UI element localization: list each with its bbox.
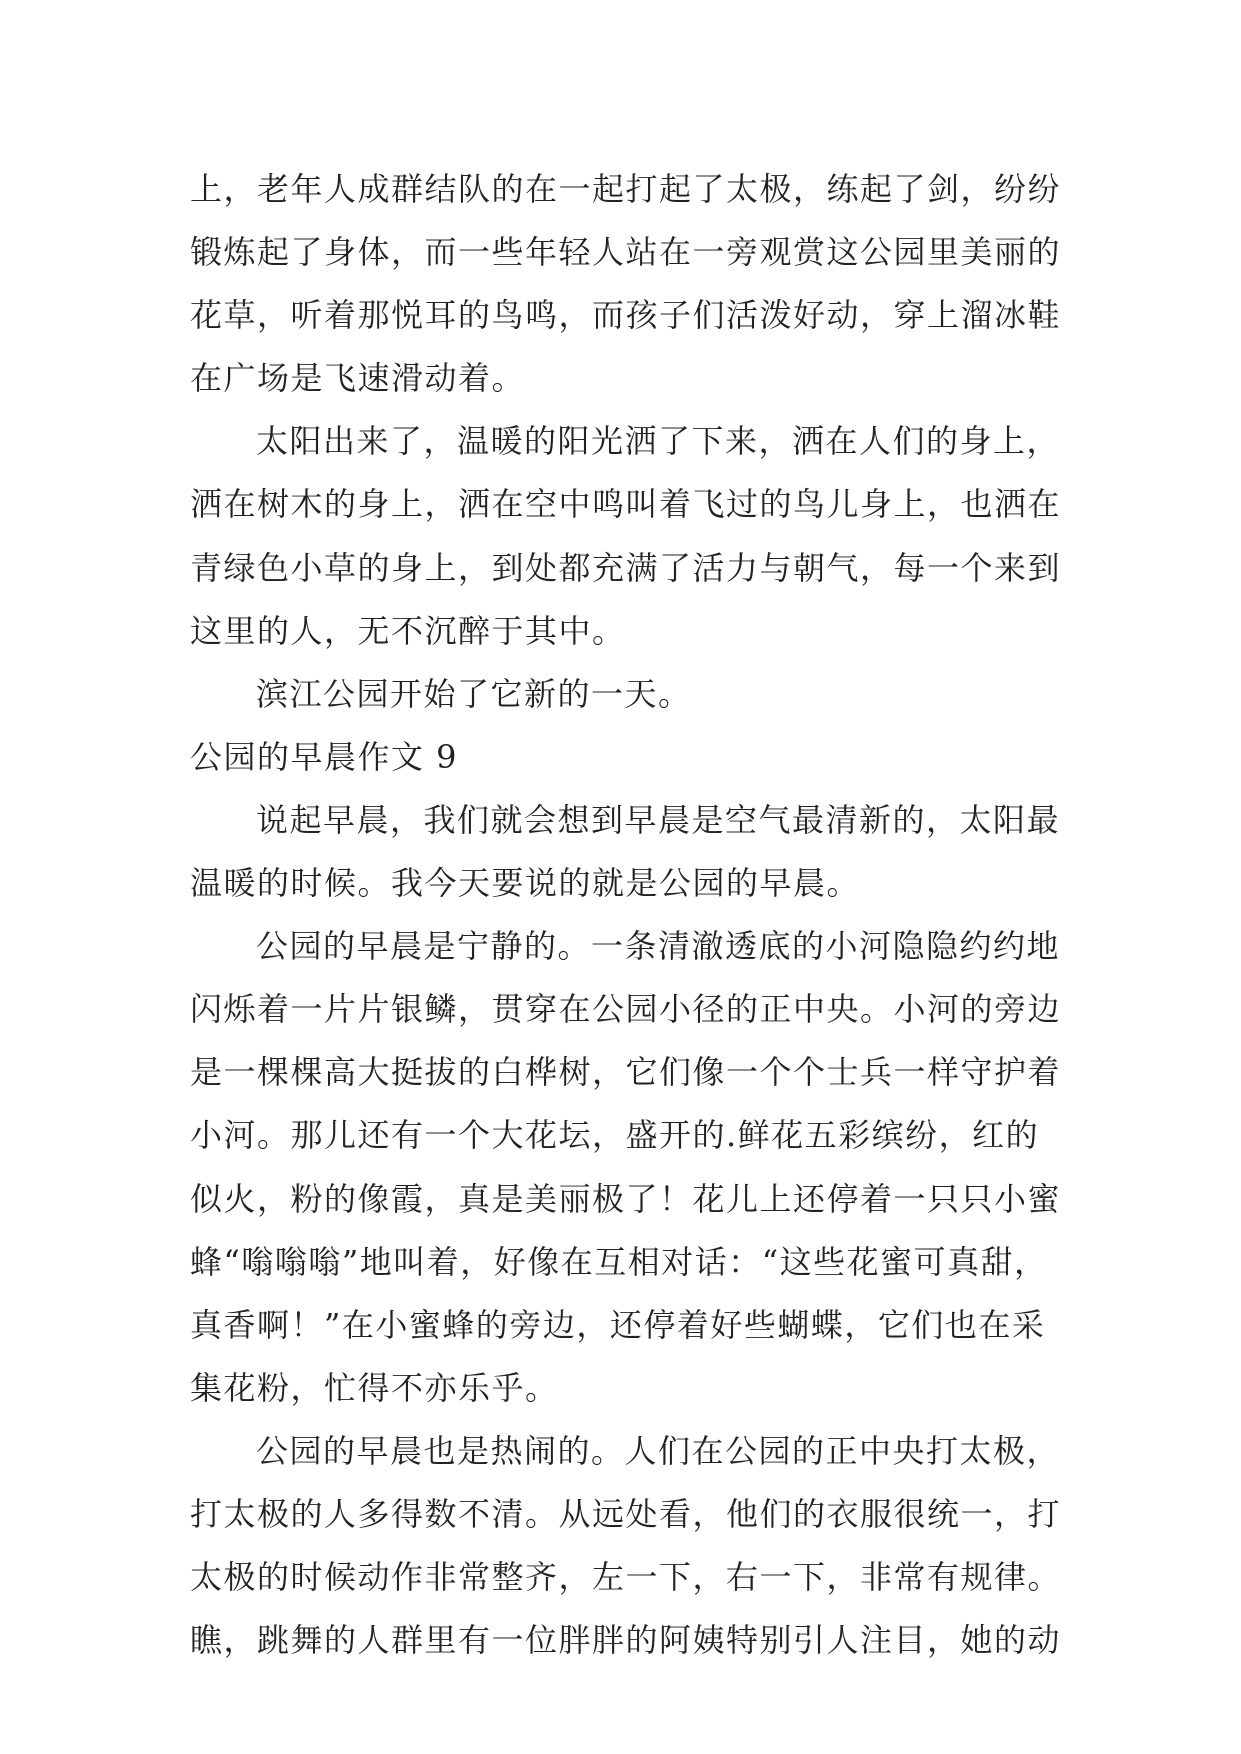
text-line: 在广场是飞速滑动着。: [190, 359, 526, 398]
text-line: 公园的早晨是宁静的。一条清澈透底的小河隐隐约约地: [256, 927, 1061, 966]
text-line: 蜂“嗡嗡嗡”地叫着，好像在互相对话：“这些花蜜可真甜，: [190, 1242, 1048, 1281]
text-line: 似火，粉的像霞，真是美丽极了！花儿上还停着一只只小蜜: [190, 1179, 1062, 1218]
text-line: 太阳出来了，温暖的阳光洒了下来，洒在人们的身上，: [256, 422, 1061, 461]
text-line: 真香啊！”在小蜜蜂的旁边，还停着好些蝴蝶，它们也在采: [190, 1305, 1046, 1344]
text-line: 公园的早晨也是热闹的。人们在公园的正中央打太极，: [256, 1431, 1061, 1470]
text-line: 闪烁着一片片银鳞，贯穿在公园小径的正中央。小河的旁边: [190, 990, 1062, 1029]
text-line: 上，老年人成群结队的在一起打起了太极，练起了剑，纷纷: [190, 170, 1062, 208]
text-line: 小河。那儿还有一个大花坛，盛开的.鲜花五彩缤纷，红的: [190, 1116, 1040, 1155]
text-line: 锻炼起了身体，而一些年轻人站在一旁观赏这公园里美丽的: [190, 233, 1062, 272]
text-line: 太极的时候动作非常整齐，左一下，右一下，非常有规律。: [190, 1558, 1062, 1597]
text-line: 集花粉，忙得不亦乐乎。: [190, 1368, 559, 1407]
section-heading: 公园的早晨作文 9: [190, 737, 459, 776]
text-line: 青绿色小草的身上，到处都充满了活力与朝气，每一个来到: [190, 548, 1062, 587]
text-line: 说起早晨，我们就会想到早晨是空气最清新的，太阳最: [256, 800, 1061, 839]
text-line: 是一棵棵高大挺拔的白桦树，它们像一个个士兵一样守护着: [190, 1053, 1062, 1092]
text-line: 洒在树木的身上，洒在空中鸣叫着飞过的鸟儿身上，也洒在: [190, 485, 1062, 524]
text-line: 打太极的人多得数不清。从远处看，他们的衣服很统一，打: [190, 1494, 1062, 1533]
text-line: 瞧，跳舞的人群里有一位胖胖的阿姨特别引人注目，她的动: [190, 1621, 1062, 1660]
text-line: 滨江公园开始了它新的一天。: [256, 674, 692, 713]
body-text: [190, 158, 1070, 1672]
text-line: 花草，听着那悦耳的鸟鸣，而孩子们活泼好动，穿上溜冰鞋: [190, 296, 1062, 335]
text-line: 这里的人，无不沉醉于其中。: [190, 611, 626, 650]
text-line: 温暖的时候。我今天要说的就是公园的早晨。: [190, 864, 861, 903]
